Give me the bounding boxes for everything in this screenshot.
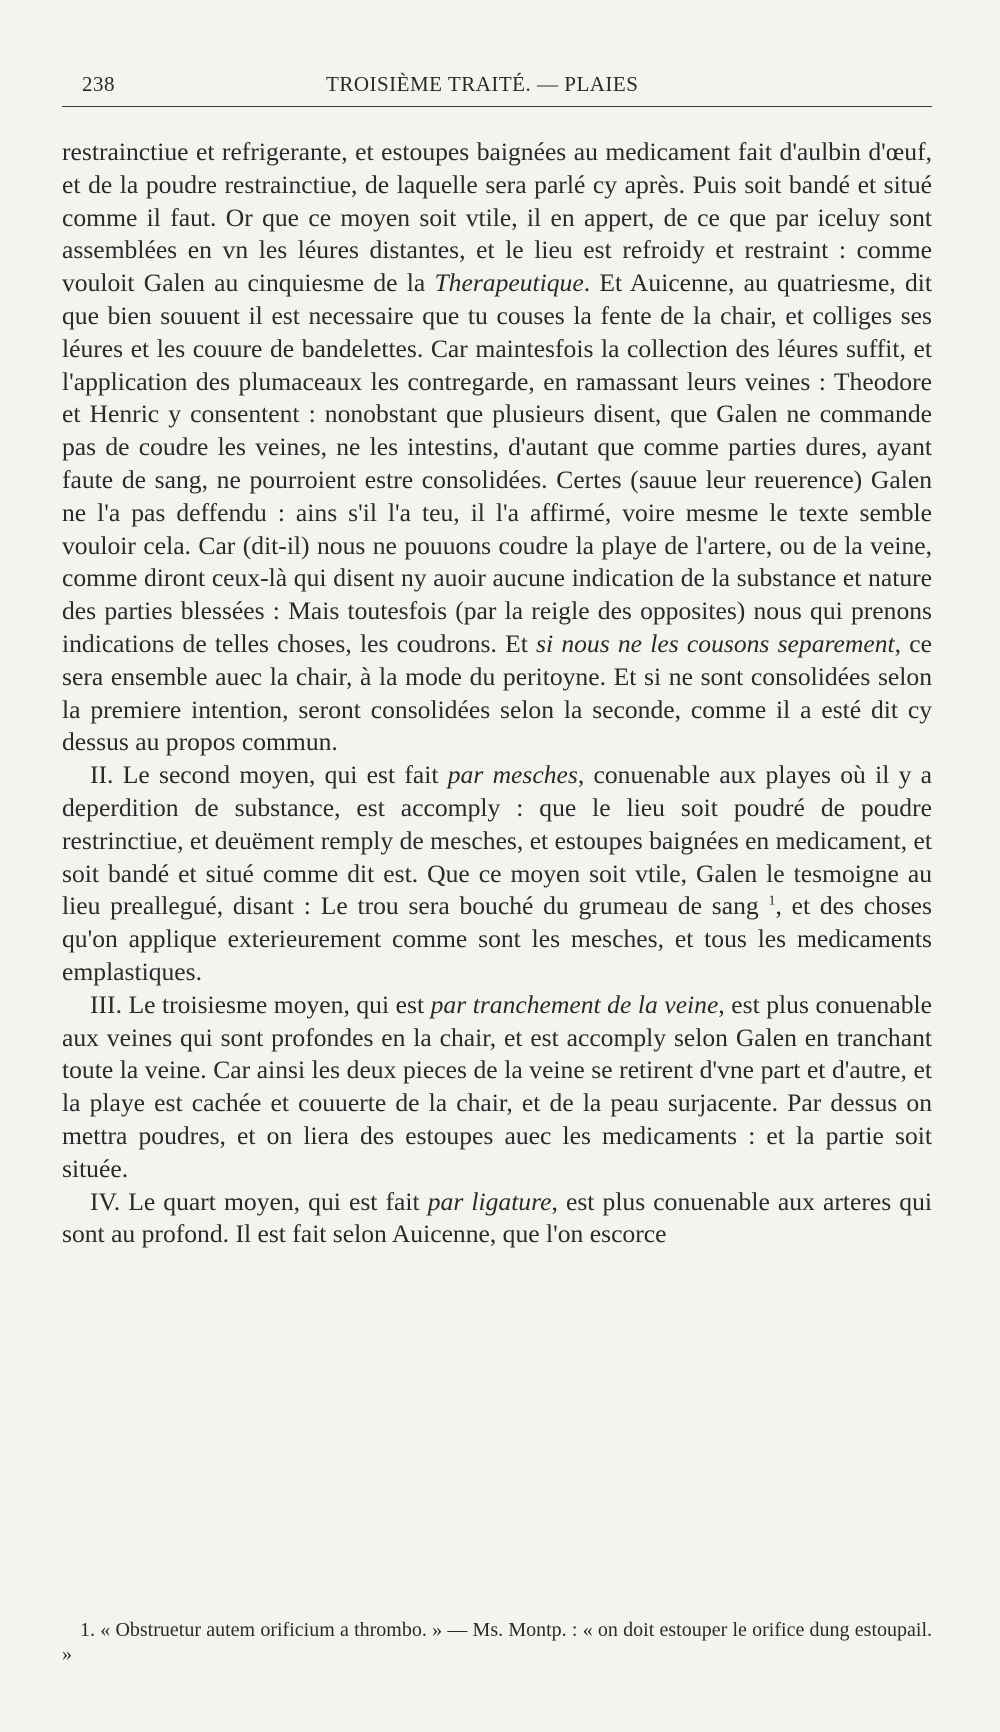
text-run: III. Le troisiesme moyen, qui est: [90, 989, 431, 1019]
italic-text: si nous ne les cousons separement: [536, 628, 895, 658]
paragraph: [62, 989, 932, 1186]
italic-text: par ligature: [427, 1186, 552, 1216]
italic-text: par tranchement de la veine: [430, 989, 719, 1019]
text-run: restrainctiue et refrigerante, et estoupes baignées au medicament fait d'aulbin d'œuf, et de la poudre restrainctiue, de laquelle sera parlé cy après. Puis soit bandé et situé comme il faut. Or que ce moyen soit vtile, il en appert, de ce que par iceluy sont assemblées en vn les léures distantes, et le lieu est refroidy et restraint : comme vouloit Galen au cinquiesme de la: [62, 137, 932, 298]
text-run: , conuenable aux playes où il y a deperdition de substance, est accomply : que le lieu soit poudré de poudre restrinctiue, et deuëment remply de mesches, et estoupes baignées en medicament, et soit bandé et situé comme dit est. Que ce moyen soit vtile, Galen le tesmoigne au lieu preallegué, disant : Le trou sera bouché du grumeau de sang: [62, 760, 933, 921]
italic-text: Therapeutique: [434, 268, 584, 298]
footnote-text: 1. « Obstruetur autem orificium a thrombo. » — Ms. Montp. : « on doit estouper le orifice dung estoupail. »: [62, 1619, 932, 1665]
book-page: [62, 62, 932, 1702]
footnote-marker: 1: [768, 893, 776, 909]
text-run: , est plus conuenable aux veines qui sont profondes en la chair, et est accomply selon Galen en tranchant toute la veine. Car ainsi les deux pieces de la veine se retirent d'vne part et d'autre, et la playe est cachée et couuerte de la chair, et de la peau surjacente. Par dessus on mettra poudres, et on liera des estoupes auec les medicaments : et la partie soit située.: [62, 989, 932, 1183]
paragraph: [62, 136, 932, 759]
paragraph: [62, 1186, 932, 1252]
body-text: [62, 136, 932, 1251]
text-run: , ce sera ensemble auec la chair, à la mode du peritoyne. Et si ne sont consolidées selon la premiere intention, seront consolidées selon la seconde, comme il a esté dit cy dessus au propos commun.: [62, 628, 932, 757]
footnote: [62, 1618, 932, 1666]
italic-text: par mesches: [447, 760, 578, 790]
text-run: , est plus conuenable aux arteres qui sont au profond. Il est fait selon Auicenne, que l'on escorce: [62, 1186, 932, 1249]
page-header: [62, 62, 932, 107]
paragraph: [62, 759, 932, 989]
text-run: . Et Auicenne, au quatriesme, dit que bien souuent il est necessaire que tu couses la fente de la chair, et colliges ses léures et les couure de bandelettes. Car maintesfois la collection des léures suffit, et l'application des plumaceaux les contregarde, en ramassant leurs veines : Theodore et Henric y consentent : nonobstant que plusieurs disent, que Galen ne commande pas de coudre les veines, ne les intestins, d'autant que comme parties dures, ayant faute de sang, ne pourroient estre consolidées. Certes (sauue leur reuerence) Galen ne l'a pas deffendu : ains s'il l'a teu, il l'a affirmé, voire mesme le texte semble vouloir cela. Car (dit-il) nous ne pouuons coudre la playe de l'artere, ou de la veine, comme diront ceux-là qui disent ny auoir aucune indication de la substance et nature des parties blessées : Mais toutesfois (par la reigle des opposites) nous qui prenons indications de telles choses, les coudrons. Et: [62, 268, 932, 658]
text-run: IV. Le quart moyen, qui est fait: [90, 1186, 428, 1216]
text-run: II. Le second moyen, qui est fait: [90, 760, 448, 790]
page-number: 238: [82, 72, 115, 96]
running-title: TROISIÈME TRAITÉ. — PLAIES: [326, 72, 639, 96]
text-run: , et des choses qu'on applique exterieurement comme sont les mesches, et tous les medicaments emplastiques.: [62, 891, 932, 986]
